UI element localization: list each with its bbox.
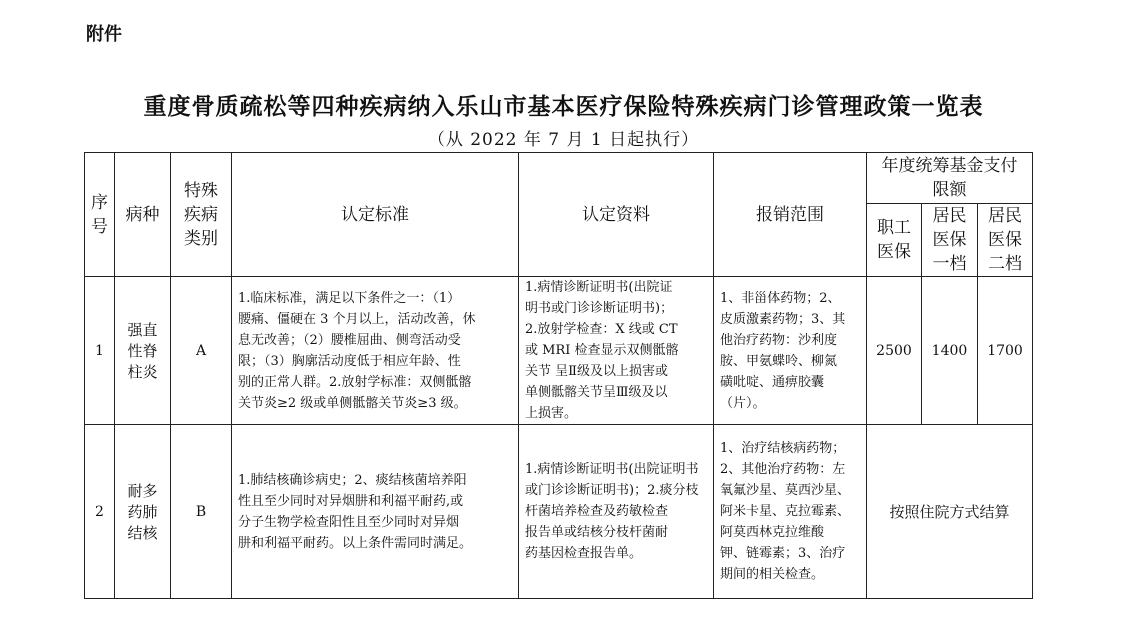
table-row (85, 425, 1033, 599)
row-scope: 1、治疗结核病药物； 2、其他治疗药物：左 氧氟沙星、莫西沙星、 阿米卡星、克拉霉素、 阿莫西林克拉维酸 钾、链霉素；3、治疗 期间的相关检查。 (714, 425, 867, 599)
row-criteria: 1.肺结核确诊病史；2、痰结核菌培养阳 性且至少同时对异烟肼和利福平耐药,或 分子生物学检查阳性且至少同时对异烟 肼和利福平耐药。以上条件需同时满足。 (232, 425, 519, 599)
row-employee-limit: 2500 (867, 277, 922, 425)
row-materials: 1.病情诊断证明书(出院证明书 或门诊诊断证明书)；2.痰分枝 杆菌培养检查及药敏检查 报告单或结核分枝杆菌耐 药基因检查报告单。 (519, 425, 714, 599)
header-scope: 报销范围 (714, 153, 867, 277)
row-materials: 1.病情诊断证明书(出院证 明书或门诊诊断证明书)； 2.放射学检查：X 线或 CT 或 MRI 检查显示双侧骶髂 关节 呈Ⅱ级及以上损害或 单侧骶髂关节呈Ⅲ级及以 上损害。 (519, 277, 714, 425)
header-disease: 病种 (115, 153, 171, 277)
table-row (85, 277, 1033, 425)
row-resident-tier1-limit: 1400 (922, 277, 978, 425)
header-category: 特殊 疾病 类别 (171, 153, 232, 277)
row-scope: 1、非甾体药物；2、 皮质激素药物；3、其 他治疗药物：沙利度 胺、甲氨蝶呤、柳氮 磺吡啶、通痹胶囊 （片）。 (714, 277, 867, 425)
attachment-label: 附件 (86, 24, 122, 45)
header-criteria: 认定标准 (232, 153, 519, 277)
row-criteria: 1.临床标准，满足以下条件之一：（1） 腰痛、僵硬在 3 个月以上，活动改善，休 息无改善；（2）腰椎屈曲、侧弯活动受 限；（3）胸廓活动度低于相应年龄、性 别的正常人群。2.放射学标准：双侧骶髂 关节炎≥2 级或单侧骶髂关节炎≥3 级。 (232, 277, 519, 425)
row-seq: 1 (85, 277, 115, 425)
header-employee: 职工 医保 (867, 204, 922, 277)
row-category: A (171, 277, 232, 425)
row-resident-tier2-limit: 1700 (978, 277, 1033, 425)
document-subtitle: （从 2022 年 7 月 1 日起执行） (427, 130, 700, 150)
document-title: 重度骨质疏松等四种疾病纳入乐山市基本医疗保险特殊疾病门诊管理政策一览表 (143, 93, 984, 120)
header-resident-tier1: 居民 医保 一档 (922, 204, 978, 277)
policy-table (84, 152, 1033, 599)
row-settlement: 按照住院方式结算 (867, 425, 1033, 599)
row-disease: 强直 性脊 柱炎 (115, 277, 171, 425)
header-row (85, 153, 1033, 204)
row-seq: 2 (85, 425, 115, 599)
header-fund-limit: 年度统筹基金支付 限额 (867, 153, 1033, 204)
row-category: B (171, 425, 232, 599)
header-seq: 序 号 (85, 153, 115, 277)
header-materials: 认定资料 (519, 153, 714, 277)
row-disease: 耐多 药肺 结核 (115, 425, 171, 599)
header-resident-tier2: 居民 医保 二档 (978, 204, 1033, 277)
